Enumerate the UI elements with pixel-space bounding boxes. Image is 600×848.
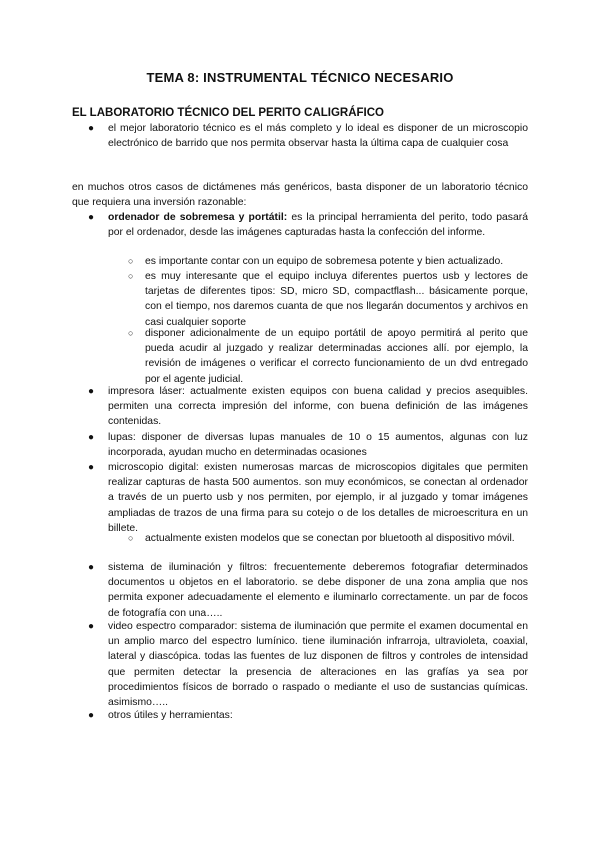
- intro-bullet-text: el mejor laboratorio técnico es el más completo y lo ideal es disponer de un microscopio electrónico de barrido que nos permita observar hasta la última capa de cualquier cosa: [108, 123, 528, 150]
- microscopio-item: microscopio digital: existen numerosas marcas de microscopios digitales que permiten realizar capturas de hasta 500 aumentos. son muy económicos, se conectan al ordenador a través de un puerto usb y nos permiten, por ejemplo, ir al juzgado y tomar imágenes ampliadas de trazos de una firma para su cotejo o de los detalles de microescritura en un billete.: [108, 462, 528, 534]
- otros-item: otros útiles y herramientas:: [108, 710, 233, 721]
- bullet-icon: ●: [88, 462, 95, 473]
- bullet-icon: ●: [88, 621, 95, 632]
- bullet-icon: ●: [88, 386, 95, 397]
- bullet-icon: ●: [88, 710, 95, 721]
- sub-bullet-icon: ○: [128, 328, 134, 338]
- bullet-icon: ●: [88, 432, 95, 443]
- ordenador-text: es la principal herramienta del perito, todo pasará por el ordenador, desde las imágenes capturadas hasta la confección del informe.: [108, 212, 528, 239]
- ordenador-sub-item: disponer adicionalmente de un equipo portátil de apoyo permitirá al perito que pueda acudir al juzgado y realizar determinadas acciones allí. por ejemplo, la revisión de imágenes o verificar el correcto funcionamiento de un dvd entregado por el agente judicial.: [145, 328, 528, 385]
- sub-bullet-icon: ○: [128, 533, 134, 543]
- intro-paragraph: en muchos otros casos de dictámenes más genéricos, basta disponer de un laboratorio técnico que requiera una inversión razonable:: [72, 182, 528, 209]
- ordenador-sub-item: es importante contar con un equipo de sobremesa potente y bien actualizado.: [145, 256, 504, 267]
- lupas-item: lupas: disponer de diversas lupas manuales de 10 o 15 aumentos, algunas con luz incorporada, ayudan mucho en determinadas ocasiones: [108, 432, 528, 459]
- microscopio-sub-item: actualmente existen modelos que se conectan por bluetooth al dispositivo móvil.: [145, 533, 515, 544]
- ordenador-item: [108, 210, 528, 240]
- bullet-icon: ●: [88, 212, 95, 223]
- video-item: video espectro comparador: sistema de iluminación que permite el examen documental en un amplio marco del espectro lumínico. tiene iluminación infrarroja, ultravioleta, coaxial, lateral y diascópica. todas las fuentes de luz disponen de filtros y controles de intensidad que permiten detectar la presencia de alteraciones en las grafías ya sea por procedimientos físicos de borrado o raspado o mediante el uso de sustancias químicas. asimismo…..: [108, 621, 528, 709]
- sub-bullet-icon: ○: [128, 256, 134, 266]
- impresora-item: impresora láser: actualmente existen equipos con buena calidad y precios asequibles. permiten una correcta impresión del informe, con buena definición de las imágenes contenidas.: [108, 386, 528, 428]
- ordenador-lead: ordenador de sobremesa y portátil:: [108, 212, 288, 223]
- iluminacion-item: sistema de iluminación y filtros: frecuentemente deberemos fotografiar determinados documentos u objetos en el laboratorio. se debe disponer de una zona amplia que nos permita exponer adecuadamente el elemento e iluminarlo correctamente. un par de focos de fotografía con una…..: [108, 562, 528, 619]
- section-heading: EL LABORATORIO TÉCNICO DEL PERITO CALIGRÁFICO: [72, 107, 385, 119]
- bullet-icon: ●: [88, 562, 95, 573]
- bullet-icon: ●: [88, 123, 95, 134]
- ordenador-sub-item: es muy interesante que el equipo incluya diferentes puertos usb y lectores de tarjetas de diferentes tipos: SD, micro SD, compactflash... básicamente porque, con el tiempo, nos daremos cuanta de que nos llegarán documentos y archivos en casi cualquier soporte: [145, 271, 528, 328]
- page-title: TEMA 8: INSTRUMENTAL TÉCNICO NECESARIO: [146, 70, 454, 85]
- sub-bullet-icon: ○: [128, 271, 134, 281]
